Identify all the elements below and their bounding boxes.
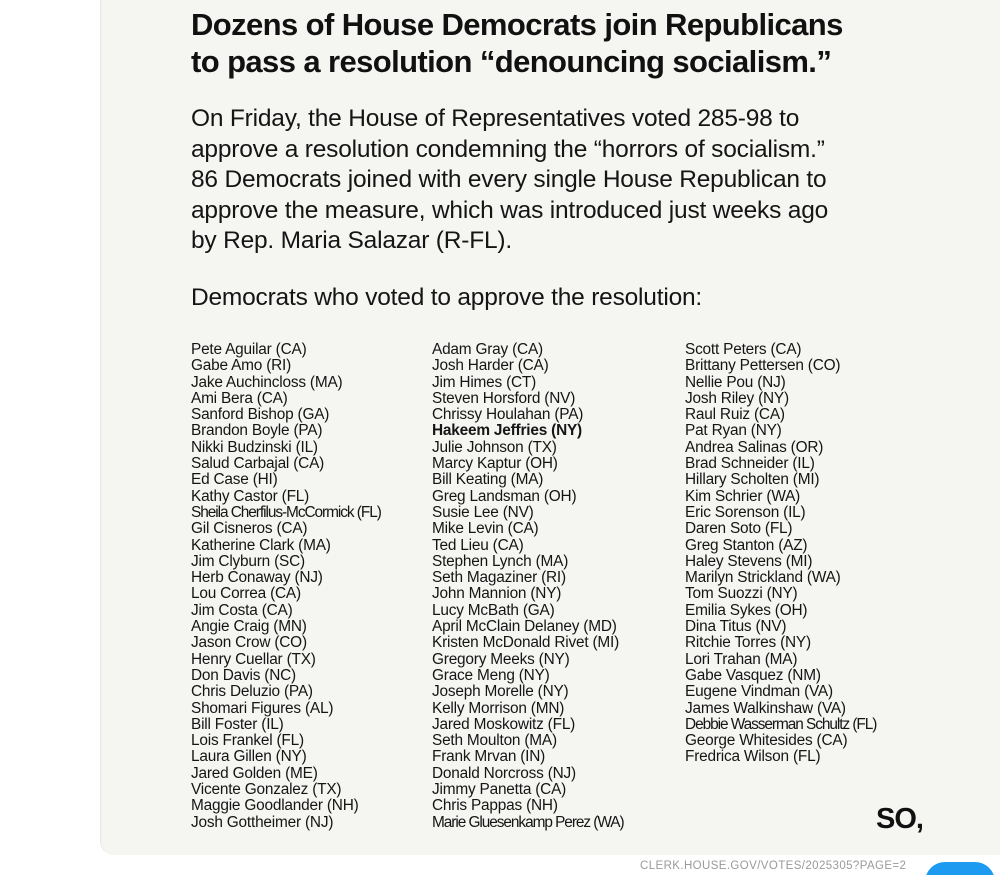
source-url: CLERK.HOUSE.GOV/VOTES/2025305?PAGE=2 [640,860,907,872]
representative-name: Nellie Pou (NJ) [685,373,786,391]
representative-name: Donald Norcross (NJ) [432,764,576,782]
brand-logo: SO, [876,803,923,835]
representative-name: Laura Gillen (NY) [191,748,307,766]
representative-name: Scott Peters (CA) [685,341,802,358]
representative-name: Jim Clyburn (SC) [191,552,305,570]
representative-name: Debbie Wasserman Schultz (FL) [685,715,877,733]
headline-line-1: Dozens of House Democrats join Republicans [191,7,843,42]
representative-name: Brandon Boyle (PA) [191,422,323,440]
representative-name: Ritchie Torres (NY) [685,634,811,652]
floating-action-button[interactable] [925,862,995,875]
representative-name: Kelly Morrison (MN) [432,699,565,717]
representative-name: April McClain Delaney (MD) [432,618,617,636]
representative-name: James Walkinshaw (VA) [685,699,846,717]
representative-name: Pete Aguilar (CA) [191,341,307,358]
representative-name: Ted Lieu (CA) [432,536,524,554]
representative-name: Herb Conaway (NJ) [191,569,323,587]
representative-name: Don Davis (NC) [191,666,296,684]
intro-paragraph [191,104,951,257]
representative-name: John Mannion (NY) [432,585,562,603]
representative-name: Bill Keating (MA) [432,471,544,489]
representative-name: Gil Cisneros (CA) [191,520,308,538]
representative-name: Chrissy Houlahan (PA) [432,406,584,424]
paragraph-line: approve a resolution condemning the “horrors of socialism.” [191,135,825,163]
representative-name: Jason Crow (CO) [191,634,307,652]
representative-name: Kim Schrier (WA) [685,487,801,505]
representative-name: Hillary Scholten (MI) [685,471,820,489]
representative-name: Jim Himes (CT) [432,373,537,391]
representative-name: Chris Pappas (NH) [432,797,558,815]
representative-name: Julie Johnson (TX) [432,438,557,456]
names-column-1 [191,342,381,831]
paragraph-line: 86 Democrats joined with every single House Republican to [191,166,827,193]
representative-name: Hakeem Jeffries (NY) [432,422,582,440]
representative-name: Josh Riley (NY) [685,389,789,407]
representative-name: Vicente Gonzalez (TX) [191,781,342,799]
representative-name: Pat Ryan (NY) [685,422,782,440]
representative-name: Kathy Castor (FL) [191,487,310,505]
representative-name: Stephen Lynch (MA) [432,552,569,570]
representative-name: Adam Gray (CA) [432,341,543,358]
representative-name: Bill Foster (IL) [191,715,284,733]
representative-name: Lucy McBath (GA) [432,601,555,619]
representative-name: Jared Moskowitz (FL) [432,715,576,733]
list-heading: Democrats who voted to approve the resolution: [191,284,703,311]
representative-name: Andrea Salinas (OR) [685,438,824,456]
representative-name: Jimmy Panetta (CA) [432,781,567,799]
representative-name: Gregory Meeks (NY) [432,650,570,668]
representative-name: Emilia Sykes (OH) [685,601,808,619]
representative-name: Greg Landsman (OH) [432,487,577,505]
representative-name: Salud Carbajal (CA) [191,455,325,473]
representative-name: Steven Horsford (NV) [432,389,576,407]
representative-name: George Whitesides (CA) [685,732,848,750]
representative-name: Sheila Cherfilus-McCormick (FL) [191,503,381,521]
representative-name: Seth Magaziner (RI) [432,569,566,587]
representative-name: Mike Levin (CA) [432,520,539,538]
representative-name: Eugene Vindman (VA) [685,683,833,701]
representative-name: Lou Correa (CA) [191,585,301,603]
representative-name: Susie Lee (NV) [432,503,534,521]
representative-name: Sanford Bishop (GA) [191,406,330,424]
representative-name: Kristen McDonald Rivet (MI) [432,634,620,652]
representative-name: Josh Harder (CA) [432,357,549,375]
representative-name: Marcy Kaptur (OH) [432,455,558,473]
representative-name: Angie Craig (MN) [191,618,307,636]
representative-name: Tom Suozzi (NY) [685,585,798,603]
representative-name: Grace Meng (NY) [432,666,550,684]
paragraph-line: On Friday, the House of Representatives voted 285-98 to [191,105,800,132]
representative-name: Nikki Budzinski (IL) [191,438,318,456]
paragraph-line: by Rep. Maria Salazar (R-FL). [191,227,512,254]
representative-name: Haley Stevens (MI) [685,552,813,570]
names-column-3 [685,342,876,766]
representative-name: Brad Schneider (IL) [685,455,815,473]
representative-name: Jake Auchincloss (MA) [191,373,343,391]
representative-name: Katherine Clark (MA) [191,536,331,554]
representative-name: Raul Ruiz (CA) [685,406,785,424]
representative-name: Ed Case (HI) [191,471,278,489]
representative-name: Daren Soto (FL) [685,520,793,538]
representative-name: Ami Bera (CA) [191,389,288,407]
representative-name: Joseph Morelle (NY) [432,683,569,701]
representative-name: Lori Trahan (MA) [685,650,798,668]
representative-name: Marilyn Strickland (WA) [685,569,841,587]
representative-name: Lois Frankel (FL) [191,732,304,750]
representative-name: Dina Titus (NV) [685,618,787,636]
representative-name: Chris Deluzio (PA) [191,683,313,701]
names-column-2 [432,342,624,831]
representative-name: Shomari Figures (AL) [191,699,334,717]
headline [191,6,951,80]
representative-name: Fredrica Wilson (FL) [685,748,821,766]
representative-name: Seth Moulton (MA) [432,732,557,750]
representative-name: Henry Cuellar (TX) [191,650,316,668]
representative-name: Greg Stanton (AZ) [685,536,808,554]
representative-name: Jared Golden (ME) [191,764,318,782]
representative-name: Marie Gluesenkamp Perez (WA) [432,813,624,831]
representative-name: Brittany Pettersen (CO) [685,357,841,375]
representative-name: Gabe Amo (RI) [191,357,292,375]
representative-name: Maggie Goodlander (NH) [191,797,359,815]
representative-name: Frank Mrvan (IN) [432,748,546,766]
representative-name: Eric Sorenson (IL) [685,503,806,521]
representative-name: Josh Gottheimer (NJ) [191,813,334,831]
headline-line-2: to pass a resolution “denouncing socialism.” [191,44,832,79]
representative-name: Jim Costa (CA) [191,601,293,619]
representative-name: Gabe Vasquez (NM) [685,666,821,684]
paragraph-line: approve the measure, which was introduced just weeks ago [191,196,829,224]
